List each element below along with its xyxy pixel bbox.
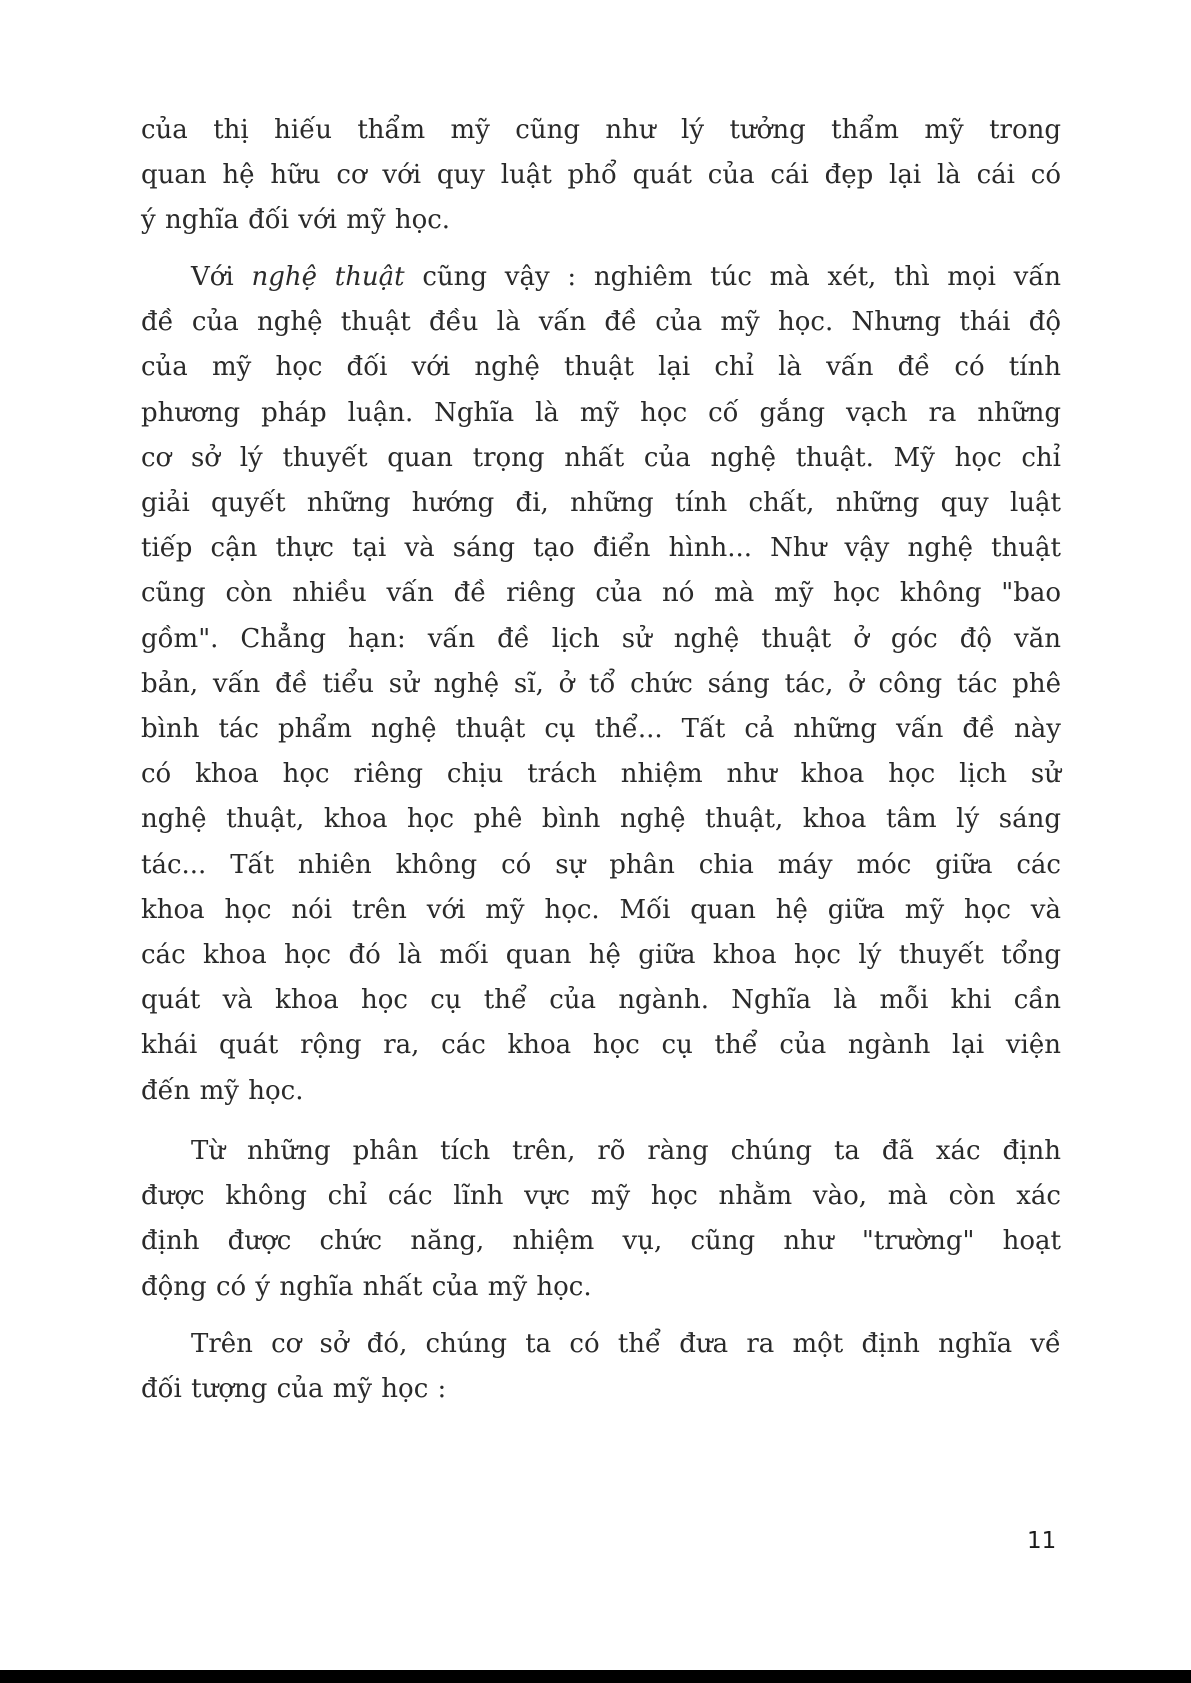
- text-line: giải quyết những hướng đi, những tính chất, những quy luật: [141, 488, 1061, 519]
- text-line: cũng còn nhiều vấn đề riêng của nó mà mỹ học không "bao: [141, 578, 1061, 609]
- text-line: động có ý nghĩa nhất của mỹ học.: [141, 1271, 592, 1302]
- paragraph-3: [141, 1129, 1061, 1310]
- text-line: có khoa học riêng chịu trách nhiệm như khoa học lịch sử: [141, 759, 1061, 790]
- text-line: Từ những phân tích trên, rõ ràng chúng ta đã xác định: [191, 1136, 1061, 1166]
- text-line: gồm". Chẳng hạn: vấn đề lịch sử nghệ thuật ở góc độ văn: [141, 623, 1061, 654]
- text-line: các khoa học đó là mối quan hệ giữa khoa học lý thuyết tổng: [141, 940, 1061, 971]
- text-line: nghệ thuật, khoa học phê bình nghệ thuật, khoa tâm lý sáng: [141, 804, 1061, 835]
- text-line: bình tác phẩm nghệ thuật cụ thể... Tất cả những vấn đề này: [141, 714, 1061, 745]
- paragraph-4: [141, 1322, 1061, 1412]
- page-number: 11: [1027, 1528, 1057, 1554]
- lead-text: Với: [191, 262, 252, 292]
- lead-rest: cũng vậy : nghiêm túc mà xét, thì mọi vấn: [404, 262, 1061, 292]
- paragraph-2: [141, 255, 1061, 1114]
- scan-bottom-edge: [0, 1670, 1191, 1683]
- text-line: đề của nghệ thuật đều là vấn đề của mỹ học. Nhưng thái độ: [141, 307, 1061, 338]
- text-line: đến mỹ học.: [141, 1075, 304, 1106]
- text-line: cơ sở lý thuyết quan trọng nhất của nghệ thuật. Mỹ học chỉ: [141, 442, 1061, 473]
- text-line: khoa học nói trên với mỹ học. Mối quan hệ giữa mỹ học và: [141, 894, 1061, 925]
- italic-term: nghệ thuật: [251, 262, 405, 292]
- text-line: đối tượng của mỹ học :: [141, 1374, 447, 1405]
- text-line: tiếp cận thực tại và sáng tạo điển hình... Như vậy nghệ thuật: [141, 533, 1061, 564]
- text-line: khái quát rộng ra, các khoa học cụ thể của ngành lại viện: [141, 1030, 1061, 1061]
- text-line: tác... Tất nhiên không có sự phân chia máy móc giữa các: [141, 849, 1061, 880]
- text-line: định được chức năng, nhiệm vụ, cũng như "trường" hoạt: [141, 1226, 1061, 1257]
- text-line: bản, vấn đề tiểu sử nghệ sĩ, ở tổ chức sáng tác, ở công tác phê: [141, 668, 1061, 699]
- text-line: [141, 255, 1061, 300]
- text-line: của mỹ học đối với nghệ thuật lại chỉ là vấn đề có tính: [141, 352, 1061, 383]
- paragraph-1: [141, 108, 1061, 244]
- text-line: Trên cơ sở đó, chúng ta có thể đưa ra một định nghĩa về: [191, 1329, 1061, 1359]
- text-line: ý nghĩa đối với mỹ học.: [141, 205, 451, 236]
- text-line: phương pháp luận. Nghĩa là mỹ học cố gắng vạch ra những: [141, 397, 1061, 428]
- text-line: quan hệ hữu cơ với quy luật phổ quát của cái đẹp lại là cái có: [141, 160, 1061, 191]
- text-line: của thị hiếu thẩm mỹ cũng như lý tưởng thẩm mỹ trong: [141, 115, 1061, 145]
- text-line: quát và khoa học cụ thể của ngành. Nghĩa là mỗi khi cần: [141, 985, 1061, 1016]
- text-line: được không chỉ các lĩnh vực mỹ học nhằm vào, mà còn xác: [141, 1181, 1061, 1212]
